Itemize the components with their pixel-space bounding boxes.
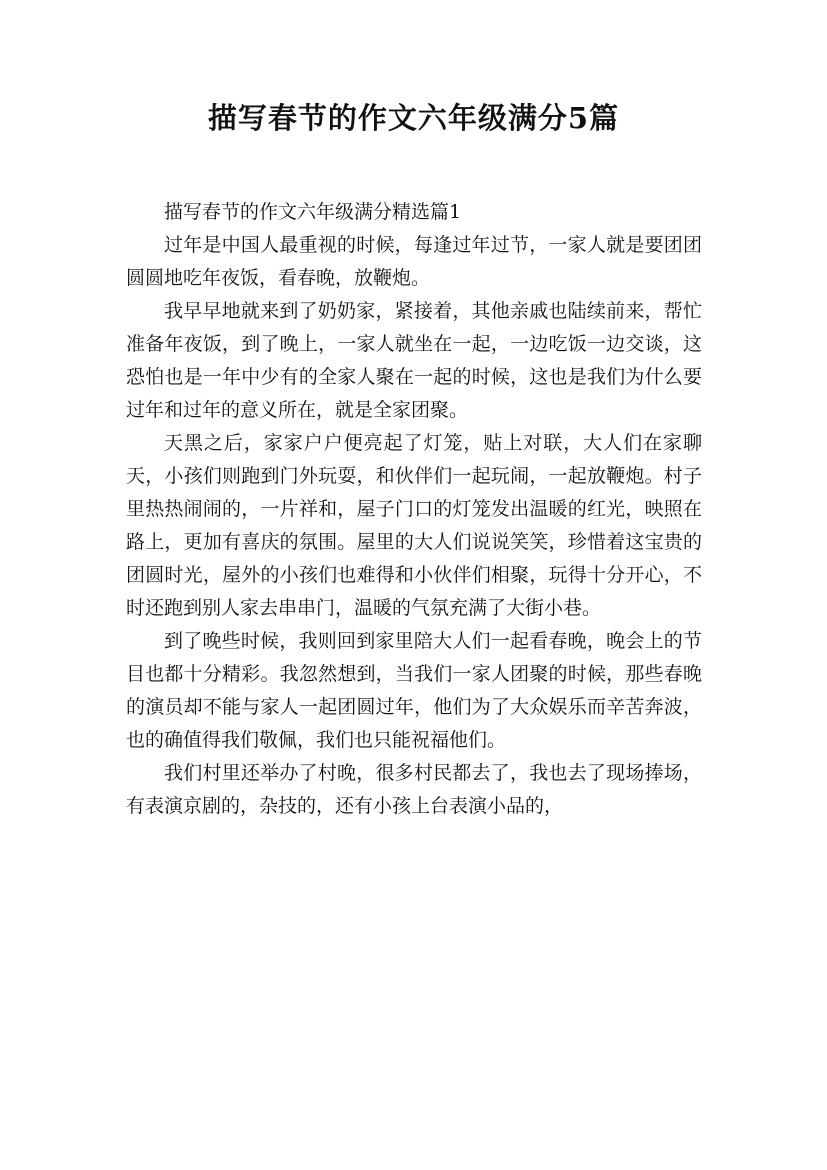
- paragraph-4: 到了晚些时候，我则回到家里陪大人们一起看春晚，晚会上的节目也都十分精彩。我忽然想到，当我们一家人团聚的时候，那些春晚的演员却不能与家人一起团圆过年，他们为了大众娱乐而辛苦奔波，也的确值得我们敬佩，我们也只能祝福他们。: [126, 630, 702, 751]
- section-heading: 描写春节的作文六年级满分精选篇1: [164, 201, 462, 223]
- paragraph-1: 过年是中国人最重视的时候，每逢过年过节，一家人就是要团团圆圆地吃年夜饭，看春晚，放鞭炮。: [126, 234, 702, 289]
- paragraph-5: 我们村里还举办了村晚，很多村民都去了，我也去了现场捧场，有表演京剧的，杂技的，还有小孩上台表演小品的，: [126, 762, 702, 817]
- paragraph-3: 天黑之后，家家户户便亮起了灯笼，贴上对联，大人们在家聊天，小孩们则跑到门外玩耍，和伙伴们一起玩闹，一起放鞭炮。村子里热热闹闹的，一片祥和，屋子门口的灯笼发出温暖的红光，映照在路上，更加有喜庆的氛围。屋里的大人们说说笑笑，珍惜着这宝贵的团圆时光，屋外的小孩们也难得和小伙伴们相聚，玩得十分开心，不时还跑到别人家去串串门，温暖的气氛充满了大街小巷。: [126, 432, 702, 619]
- document-body: [126, 196, 702, 823]
- document-title: 描写春节的作文六年级满分5篇: [207, 101, 620, 135]
- paragraph-2: 我早早地就来到了奶奶家，紧接着，其他亲戚也陆续前来，帮忙准备年夜饭，到了晚上，一家人就坐在一起，一边吃饭一边交谈，这恐怕也是一年中少有的全家人聚在一起的时候，这也是我们为什么要过年和过年的意义所在，就是全家团聚。: [126, 300, 702, 421]
